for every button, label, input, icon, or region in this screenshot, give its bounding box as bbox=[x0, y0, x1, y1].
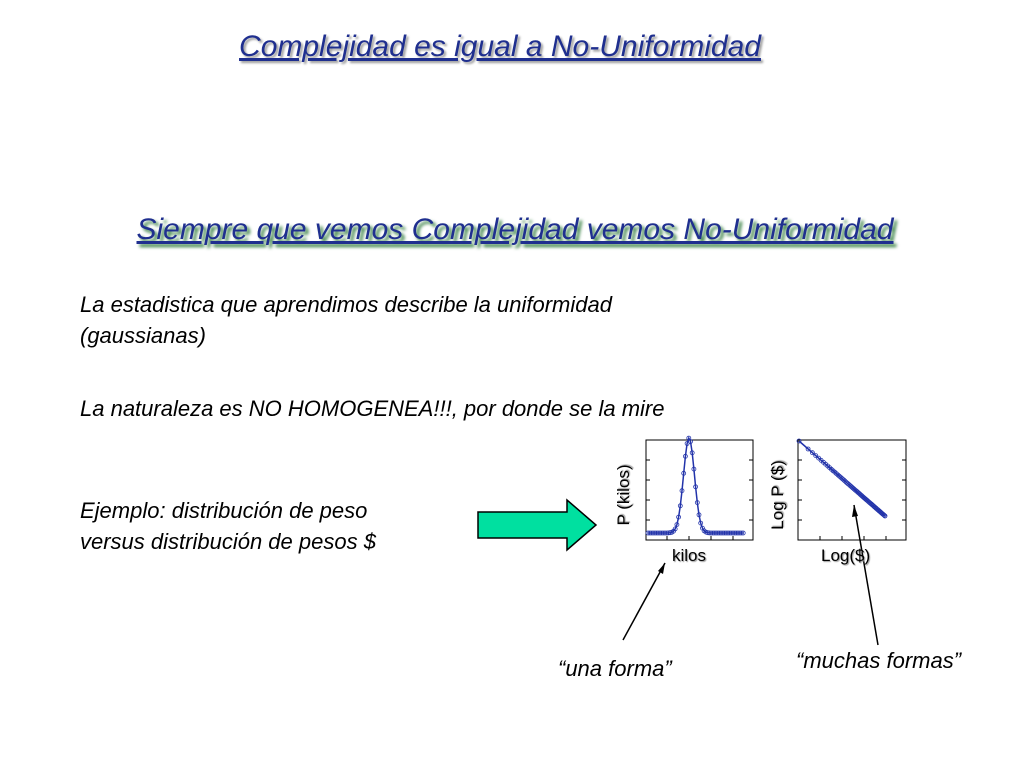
example-line-2: versus distribución de pesos $ bbox=[80, 529, 376, 554]
pointer-line-una-forma bbox=[623, 563, 665, 640]
slide-title: Complejidad es igual a No-Uniformidad bbox=[239, 30, 761, 63]
power-plot bbox=[797, 439, 906, 540]
nature-paragraph: La naturaleza es NO HOMOGENEA!!!, por donde se la mire bbox=[80, 396, 665, 421]
gauss-x-axis-label: kilos bbox=[672, 546, 707, 565]
stats-line-2: (gaussianas) bbox=[80, 323, 206, 348]
muchas-formas-annotation: “muchas formas” bbox=[796, 648, 962, 673]
power-y-axis-text: Log P ($) bbox=[768, 460, 787, 530]
slide-subtitle: Siempre que vemos Complejidad vemos No-Uniformidad bbox=[136, 213, 894, 246]
right-arrow-icon bbox=[478, 500, 596, 550]
example-line-1: Ejemplo: distribución de peso bbox=[80, 498, 368, 523]
stats-line-1: La estadistica que aprendimos describe la uniformidad bbox=[80, 292, 612, 317]
una-forma-annotation: “una forma” bbox=[558, 656, 672, 681]
power-x-axis-label: Log($) bbox=[821, 546, 871, 565]
gauss-plot bbox=[646, 436, 753, 540]
gauss-y-axis-text: P (kilos) bbox=[614, 464, 633, 526]
